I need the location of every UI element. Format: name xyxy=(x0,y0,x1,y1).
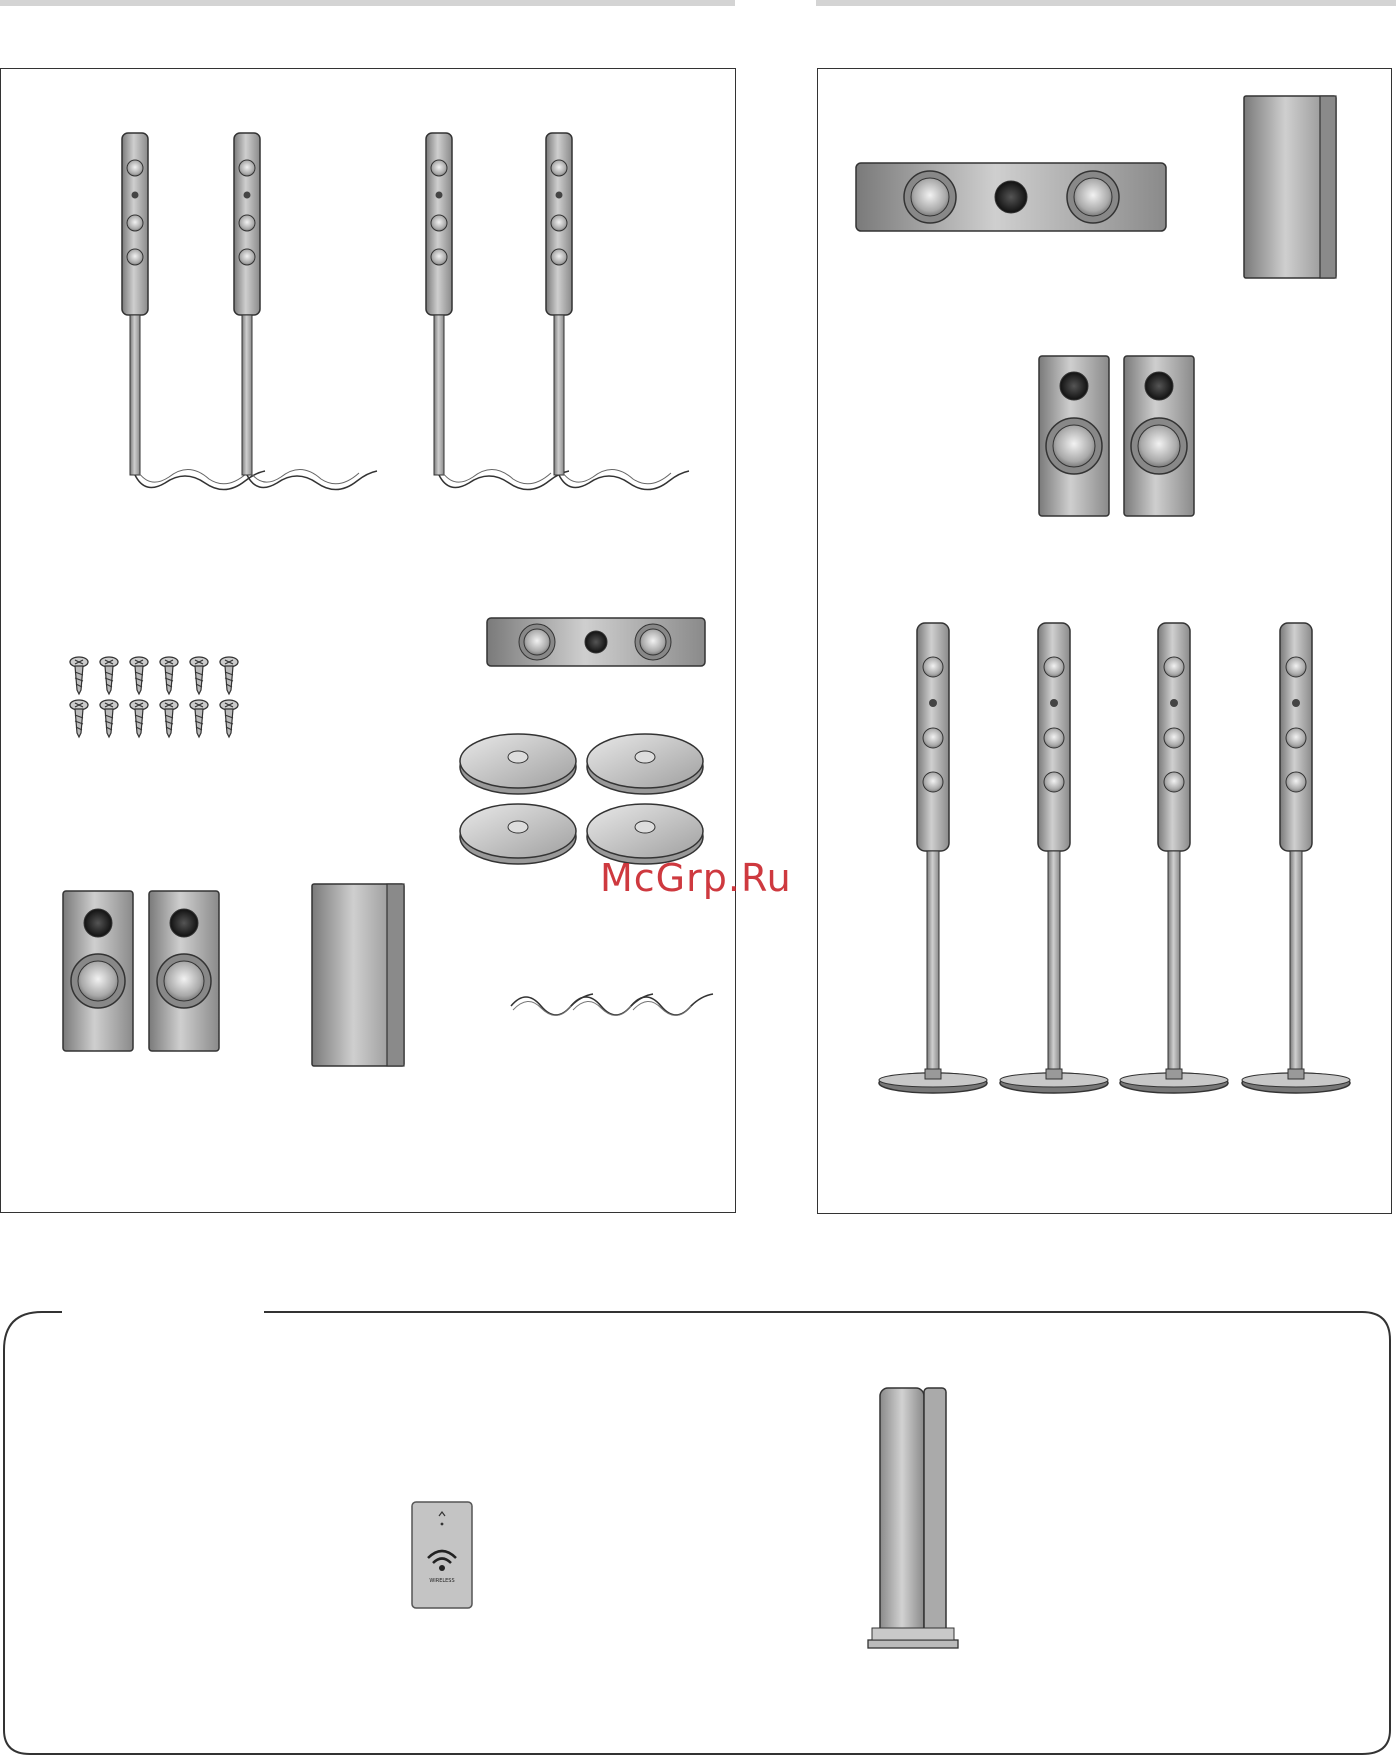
top-rule-left xyxy=(0,0,735,6)
left-panel-drawing xyxy=(1,69,737,1214)
top-rule-right xyxy=(816,0,1396,6)
center-speaker-small xyxy=(487,618,705,666)
floor-speaker-4 xyxy=(1242,623,1350,1093)
center-speaker xyxy=(856,163,1166,231)
main-tower-unit xyxy=(868,1388,958,1648)
speaker-cable-set xyxy=(511,994,713,1016)
wireless-label: WIRELESS xyxy=(429,1578,455,1584)
floor-speaker-3 xyxy=(1120,623,1228,1093)
screw-set xyxy=(70,657,238,737)
bookshelf-speaker-left xyxy=(1039,356,1109,516)
bookshelf-speaker-right xyxy=(149,891,219,1051)
bottom-panel-frame xyxy=(4,1312,1390,1754)
bottom-panel-wireless xyxy=(2,1310,1392,1756)
subwoofer xyxy=(1244,96,1336,278)
floor-speaker-1 xyxy=(879,623,987,1093)
bookshelf-speaker-right xyxy=(1124,356,1194,516)
bookshelf-speaker-left xyxy=(63,891,133,1051)
floor-speaker-2 xyxy=(1000,623,1108,1093)
right-panel-speakers xyxy=(817,68,1392,1214)
tall-speaker-rear-right xyxy=(546,133,689,490)
watermark-text: McGrp.Ru xyxy=(600,856,792,900)
wireless-receiver xyxy=(412,1502,472,1608)
speaker-foot-set xyxy=(460,734,703,864)
right-panel-drawing xyxy=(818,69,1393,1215)
subwoofer-small xyxy=(312,884,404,1066)
bottom-panel-drawing xyxy=(2,1310,1392,1756)
tall-speaker-front-right xyxy=(234,133,377,490)
left-panel-accessories xyxy=(0,68,736,1213)
